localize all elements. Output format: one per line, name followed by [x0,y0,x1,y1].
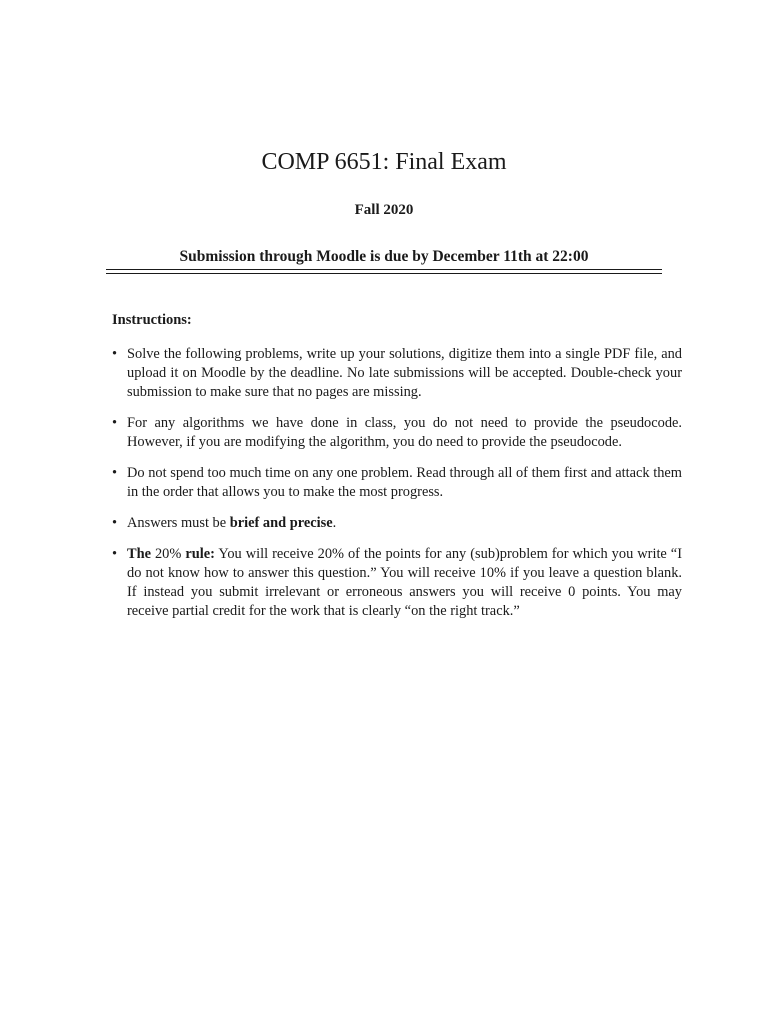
instructions-list [112,345,682,633]
instruction-text: Solve the following problems, write up your solutions, digitize them into a single PDF file, and upload it on Moodle by the deadline. No late submissions will be accepted. Double-check your submission to make sure that no pages are missing. [127,346,682,400]
bullet-icon: • [112,465,118,481]
rule-label-rule: rule: [185,546,215,562]
deadline-notice: Submission through Moodle is due by December 11th at 22:00 [179,248,589,265]
list-item [112,464,682,502]
bullet-icon: • [112,415,118,431]
deadline-rule-top [106,269,662,270]
page-title: COMP 6651: Final Exam [261,149,507,175]
bullet-icon: • [112,346,118,362]
list-item [112,545,682,621]
list-item [112,514,682,533]
rule-label-the: The [127,546,151,562]
bullet-icon: • [112,546,118,562]
instruction-text: Do not spend too much time on any one problem. Read through all of them first and attack them in the order that allows you to make the most progress. [127,465,682,500]
instruction-text: You will receive 20% of the points for any (sub)problem for which you write “I do not know how to answer this question.” You will receive 10% if you leave a question blank. If instead you submit irrelevant or erroneous answers you will receive 0 points. You may receive partial credit for the work that is clearly “on the right track.” [127,546,682,619]
instructions-heading: Instructions: [112,312,192,328]
instruction-text: For any algorithms we have done in class, you do not need to provide the pseudocode. However, if you are modifying the algorithm, you do need to provide the pseudocode. [127,415,682,450]
list-item [112,414,682,452]
instruction-text-pre: Answers must be [127,515,230,531]
instruction-text-post: . [332,515,337,531]
term-subtitle: Fall 2020 [354,202,414,218]
list-item [112,345,682,402]
rule-label-percent: 20% [151,546,186,562]
instruction-emphasis: brief and precise [229,515,333,531]
deadline-rule-bottom [106,273,662,274]
bullet-icon: • [112,515,118,531]
